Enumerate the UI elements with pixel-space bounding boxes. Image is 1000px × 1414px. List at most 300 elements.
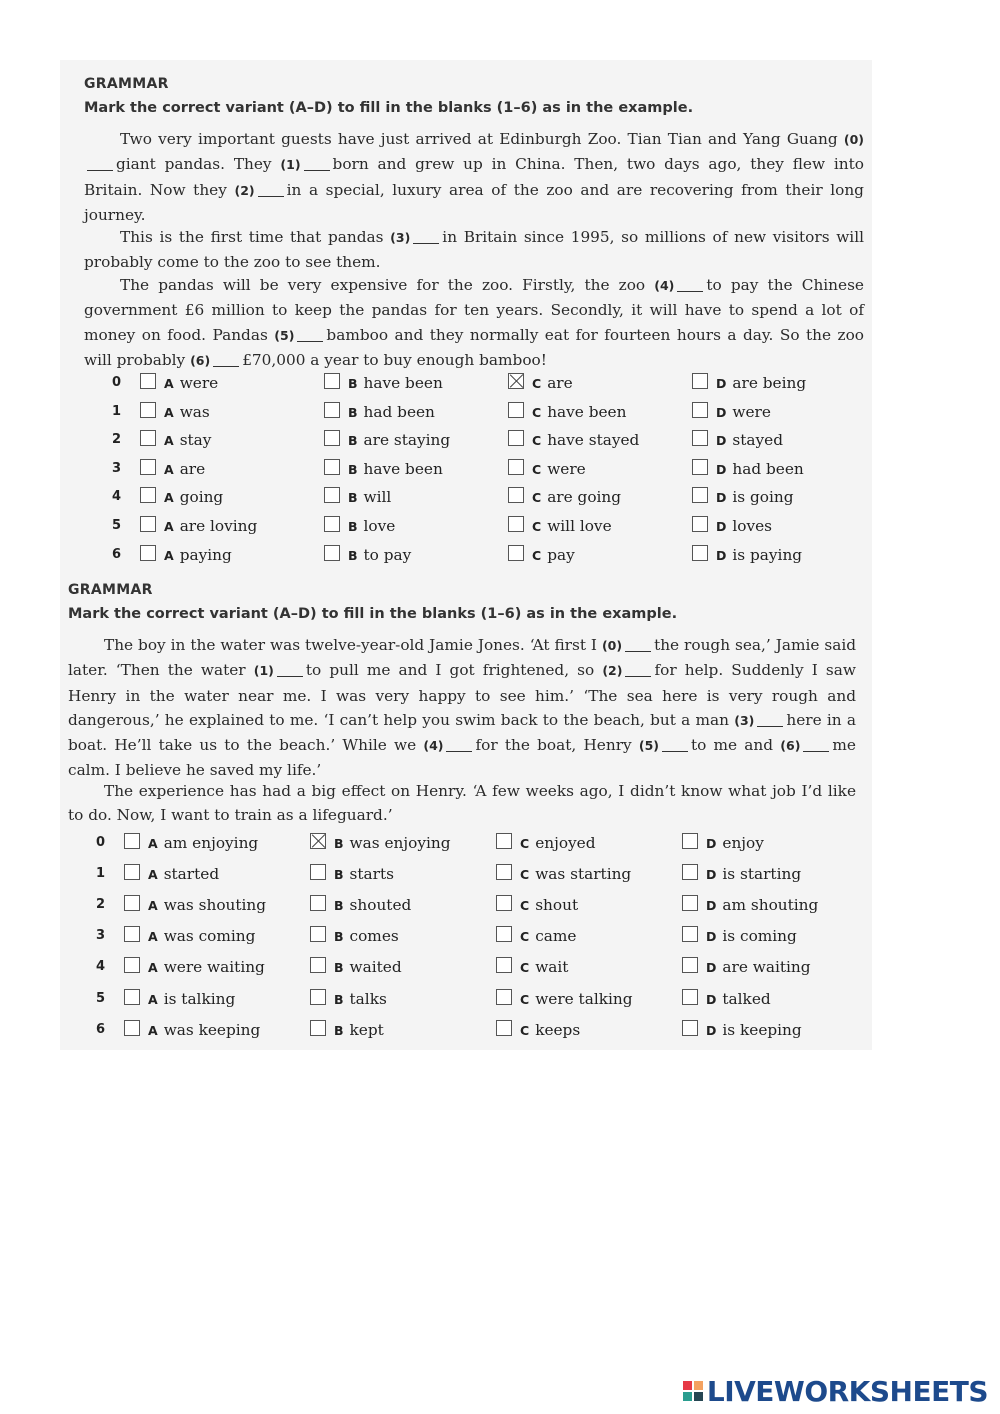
blank — [625, 662, 651, 677]
blank-number: (6) — [190, 352, 211, 368]
section-instruction: Mark the correct variant (A–D) to fill in the blanks (1–6) as in the example. — [84, 100, 694, 116]
option-text: loves — [732, 517, 773, 535]
option-letter: B — [334, 836, 344, 851]
option-d[interactable] — [682, 957, 811, 976]
option-d[interactable] — [692, 516, 772, 535]
blank-number: (2) — [234, 182, 255, 198]
option-text: was keeping — [163, 1020, 261, 1039]
option-letter: D — [706, 1022, 717, 1038]
option-letter: C — [520, 836, 530, 851]
blank — [258, 182, 284, 197]
option-text: have been — [363, 374, 443, 392]
blank-number: (5) — [274, 327, 295, 343]
option-letter: C — [520, 991, 530, 1007]
option-text: were waiting — [163, 958, 265, 977]
option-letter: B — [348, 404, 358, 420]
checkbox-icon[interactable] — [496, 926, 512, 942]
option-letter: B — [348, 490, 358, 506]
blank-number: (6) — [780, 738, 801, 754]
option-d[interactable] — [692, 430, 783, 449]
blank — [304, 156, 330, 171]
question-number: 4 — [96, 959, 106, 975]
logo-square — [694, 1392, 703, 1401]
option-c[interactable] — [508, 373, 573, 392]
option-text: am shouting — [722, 896, 819, 915]
question-number: 5 — [112, 518, 122, 533]
option-letter: C — [532, 490, 542, 506]
blank — [87, 156, 113, 171]
option-d[interactable] — [692, 373, 806, 392]
checkbox-icon[interactable] — [140, 430, 156, 446]
checkbox-icon[interactable] — [496, 1020, 512, 1036]
question-number: 2 — [96, 897, 106, 913]
option-letter: C — [532, 547, 542, 563]
option-text: waited — [349, 958, 402, 977]
option-row — [60, 895, 860, 917]
option-text: enjoy — [722, 834, 764, 852]
option-row — [60, 1020, 860, 1042]
option-a[interactable] — [140, 373, 218, 392]
option-b[interactable] — [310, 833, 451, 852]
option-d[interactable] — [682, 864, 801, 883]
checkbox-icon[interactable] — [140, 516, 156, 532]
option-text: started — [163, 865, 220, 884]
option-text: are waiting — [722, 958, 811, 977]
checkbox-icon[interactable] — [692, 373, 708, 389]
option-b[interactable] — [310, 957, 402, 976]
option-text: was starting — [535, 865, 632, 884]
option-d[interactable] — [692, 487, 794, 506]
option-text: kept — [349, 1020, 384, 1039]
blank-number: (3) — [390, 230, 411, 245]
option-letter: D — [706, 960, 717, 976]
checkbox-icon[interactable] — [496, 989, 512, 1005]
option-row — [60, 545, 860, 567]
blank — [446, 737, 472, 752]
option-b[interactable] — [324, 516, 395, 535]
blank — [803, 737, 829, 752]
option-c[interactable] — [508, 430, 639, 449]
option-letter: B — [348, 376, 358, 391]
option-letter: D — [716, 433, 727, 449]
question-number: 3 — [112, 460, 122, 476]
option-text: was — [179, 402, 210, 421]
option-row — [60, 402, 860, 424]
option-text: have been — [547, 402, 627, 421]
checkbox-icon[interactable] — [682, 1020, 698, 1036]
text-segment: here in a boat. He’ll take us to the beach.’ While we — [68, 710, 857, 755]
option-letter: B — [348, 461, 358, 477]
option-letter: D — [716, 547, 727, 563]
option-text: is keeping — [722, 1020, 802, 1039]
checkbox-icon[interactable] — [324, 402, 340, 418]
question-number: 2 — [112, 432, 122, 448]
option-row — [60, 957, 860, 979]
checkbox-icon[interactable] — [508, 487, 524, 503]
option-text: will love — [547, 517, 612, 535]
blank-number: (4) — [654, 278, 675, 293]
blank — [413, 229, 439, 244]
text-segment: me calm. I believe he saved my life.’ — [68, 736, 856, 780]
option-text: were — [547, 459, 586, 478]
checkbox-icon[interactable] — [508, 402, 524, 418]
blank-number: (3) — [734, 712, 755, 728]
text-segment: This is the first time that pandas — [120, 228, 384, 246]
option-a[interactable] — [124, 895, 266, 914]
option-letter: A — [164, 376, 174, 391]
option-letter: B — [334, 960, 344, 976]
checkbox-icon[interactable] — [140, 373, 156, 389]
checkbox-icon[interactable] — [692, 402, 708, 418]
grammar-section-1 — [60, 60, 872, 572]
option-a[interactable] — [140, 459, 205, 478]
checkbox-icon[interactable] — [124, 926, 140, 942]
option-row — [60, 516, 860, 538]
option-letter: A — [164, 490, 174, 506]
option-b[interactable] — [324, 487, 391, 506]
checkbox-icon[interactable] — [508, 430, 524, 446]
option-c[interactable] — [508, 402, 626, 421]
text-segment: £70,000 a year to buy enough bamboo! — [242, 350, 547, 369]
option-b[interactable] — [310, 895, 411, 914]
option-letter: D — [706, 867, 717, 883]
checkbox-icon[interactable] — [508, 459, 524, 475]
blank-number: (0) — [843, 132, 864, 147]
option-c[interactable] — [496, 989, 633, 1008]
option-a[interactable] — [140, 487, 223, 506]
option-text: is talking — [163, 989, 236, 1008]
option-text: were — [179, 374, 219, 392]
text-segment: to pull me and I got frightened, so — [305, 661, 595, 680]
option-a[interactable] — [140, 516, 257, 535]
option-text: am enjoying — [163, 834, 259, 852]
option-a[interactable] — [124, 926, 255, 945]
option-text: talked — [722, 989, 771, 1008]
checkbox-icon[interactable] — [682, 989, 698, 1005]
option-letter: B — [348, 547, 358, 563]
blank — [662, 737, 688, 752]
checkbox-icon[interactable] — [310, 1020, 326, 1036]
option-b[interactable] — [310, 989, 387, 1008]
logo-text: LIVEWORKSHEETS — [706, 1374, 988, 1408]
option-text: shouted — [349, 896, 412, 915]
checked-checkbox-icon[interactable] — [508, 373, 524, 389]
question-number: 0 — [112, 375, 122, 390]
option-letter: D — [706, 836, 717, 851]
option-text: wait — [535, 958, 569, 977]
option-text: stayed — [732, 431, 783, 450]
option-c[interactable] — [496, 895, 578, 914]
option-letter: B — [334, 1022, 344, 1038]
question-number: 5 — [96, 990, 106, 1006]
checkbox-icon[interactable] — [310, 957, 326, 973]
option-letter: A — [164, 404, 174, 420]
checkbox-icon[interactable] — [310, 926, 326, 942]
checkbox-icon[interactable] — [692, 487, 708, 503]
text-segment: giant pandas. They — [116, 155, 272, 174]
option-a[interactable] — [124, 1020, 260, 1039]
option-text: will — [363, 488, 392, 507]
question-number: 6 — [96, 1021, 106, 1037]
text-segment: The boy in the water was twelve-year-old Jamie Jones. ‘At first I — [104, 636, 597, 654]
reading-paragraph — [84, 273, 864, 373]
option-letter: B — [334, 898, 344, 914]
option-letter: D — [706, 991, 717, 1007]
option-text: is paying — [732, 545, 803, 564]
option-letter: A — [164, 519, 174, 534]
checkbox-icon[interactable] — [496, 833, 512, 849]
text-segment: the rough sea,’ Jamie said later. ‘Then the water — [68, 636, 857, 680]
checkbox-icon[interactable] — [124, 989, 140, 1005]
option-text: is going — [732, 488, 794, 507]
section-heading: GRAMMAR — [84, 76, 169, 92]
option-row — [60, 864, 860, 886]
option-letter: D — [716, 404, 727, 420]
option-letter: A — [148, 960, 158, 976]
checkbox-icon[interactable] — [140, 487, 156, 503]
option-d[interactable] — [682, 1020, 802, 1039]
option-b[interactable] — [324, 373, 443, 392]
checkbox-icon[interactable] — [496, 864, 512, 880]
checkbox-icon[interactable] — [682, 895, 698, 911]
option-text: were — [732, 402, 771, 421]
checkbox-icon[interactable] — [324, 459, 340, 475]
option-c[interactable] — [496, 833, 596, 852]
option-row — [60, 926, 860, 948]
checkbox-icon[interactable] — [124, 1020, 140, 1036]
option-letter: A — [148, 836, 158, 851]
option-text: are being — [732, 374, 807, 392]
option-letter: B — [348, 433, 358, 449]
text-segment: in Britain since 1995, so millions of new visitors will probably come to the zoo to see them. — [84, 228, 864, 272]
option-letter: A — [148, 867, 158, 883]
option-d[interactable] — [682, 926, 797, 945]
checkbox-icon[interactable] — [324, 516, 340, 532]
option-letter: C — [532, 519, 542, 534]
option-row — [60, 430, 860, 452]
checkbox-icon[interactable] — [310, 864, 326, 880]
option-letter: C — [520, 898, 530, 914]
option-letter: B — [334, 867, 344, 883]
logo-square — [683, 1392, 692, 1401]
option-text: talks — [349, 989, 387, 1008]
option-row — [60, 373, 860, 395]
checkbox-icon[interactable] — [682, 833, 698, 849]
option-a[interactable] — [124, 989, 235, 1008]
option-letter: B — [334, 929, 344, 945]
option-text: had been — [363, 402, 435, 421]
option-row — [60, 833, 860, 855]
checkbox-icon[interactable] — [310, 989, 326, 1005]
grammar-section-2 — [60, 572, 872, 1050]
blank-number: (1) — [253, 663, 274, 679]
option-c[interactable] — [496, 864, 631, 883]
option-text: was shouting — [163, 896, 267, 915]
option-letter: A — [164, 461, 174, 477]
option-letter: D — [716, 461, 727, 477]
option-text: are going — [547, 488, 622, 507]
blank — [677, 277, 703, 292]
option-row — [60, 487, 860, 509]
blank — [297, 327, 323, 342]
option-d[interactable] — [692, 402, 771, 421]
checkbox-icon[interactable] — [682, 957, 698, 973]
option-letter: A — [164, 433, 174, 449]
option-c[interactable] — [508, 459, 586, 478]
option-text: are — [179, 459, 206, 478]
text-segment: to pay the Chinese government £6 million to keep the pandas for ten years. Secondly, it will have to spend a lot of money on food. Pandas — [84, 276, 864, 344]
checked-checkbox-icon[interactable] — [310, 833, 326, 849]
checkbox-icon[interactable] — [124, 895, 140, 911]
question-number: 1 — [96, 866, 106, 882]
option-d[interactable] — [692, 545, 802, 564]
option-c[interactable] — [508, 545, 575, 564]
option-text: are loving — [179, 517, 258, 535]
logo-square — [683, 1381, 692, 1390]
option-text: going — [179, 488, 224, 507]
checkbox-icon[interactable] — [324, 487, 340, 503]
checkbox-icon[interactable] — [692, 545, 708, 561]
section-instruction: Mark the correct variant (A–D) to fill in the blanks (1–6) as in the example. — [68, 606, 678, 622]
text-segment: The experience has had a big effect on Henry. ‘A few weeks ago, I didn’t know what job I’d like to do. Now, I want to train as a lifeguard.’ — [68, 782, 856, 825]
checkbox-icon[interactable] — [508, 516, 524, 532]
blank-number: (0) — [601, 638, 623, 653]
question-number: 3 — [96, 928, 106, 944]
option-letter: A — [164, 547, 174, 563]
option-text: starts — [349, 865, 394, 884]
option-letter: A — [148, 1022, 158, 1038]
option-letter: B — [334, 991, 344, 1007]
option-letter: D — [716, 490, 727, 506]
option-letter: B — [348, 519, 358, 534]
option-text: have stayed — [547, 431, 640, 450]
text-segment: for the boat, Henry — [475, 736, 632, 755]
option-letter: D — [716, 376, 727, 391]
option-text: have been — [363, 459, 443, 478]
option-letter: C — [532, 376, 542, 391]
option-text: came — [535, 927, 577, 946]
reading-paragraph — [84, 225, 864, 275]
option-letter: A — [148, 898, 158, 914]
option-b[interactable] — [310, 926, 399, 945]
checkbox-icon[interactable] — [496, 957, 512, 973]
option-letter: D — [706, 898, 717, 914]
checkbox-icon[interactable] — [124, 864, 140, 880]
text-segment: to me and — [690, 736, 774, 755]
option-b[interactable] — [310, 864, 394, 883]
option-b[interactable] — [310, 1020, 384, 1039]
option-row — [60, 989, 860, 1011]
option-d[interactable] — [692, 459, 804, 478]
option-text: stay — [179, 431, 212, 450]
blank-number: (2) — [602, 663, 623, 679]
checkbox-icon[interactable] — [508, 545, 524, 561]
checkbox-icon[interactable] — [692, 516, 708, 532]
option-c[interactable] — [508, 487, 621, 506]
option-a[interactable] — [124, 864, 219, 883]
checkbox-icon[interactable] — [324, 430, 340, 446]
section-heading: GRAMMAR — [68, 582, 153, 598]
option-a[interactable] — [124, 957, 265, 976]
option-a[interactable] — [124, 833, 258, 852]
option-d[interactable] — [682, 833, 764, 852]
text-segment: bamboo and they normally eat for fourteen hours a day. So the zoo will probably — [84, 325, 865, 369]
option-row — [60, 459, 860, 481]
option-letter: A — [148, 929, 158, 945]
option-text: comes — [349, 927, 399, 946]
option-text: shout — [535, 896, 579, 915]
option-letter: C — [520, 960, 530, 976]
checkbox-icon[interactable] — [140, 402, 156, 418]
option-letter: C — [520, 867, 530, 883]
question-number: 4 — [112, 489, 122, 505]
checkbox-icon[interactable] — [124, 957, 140, 973]
option-letter: D — [706, 929, 717, 945]
reading-paragraph — [84, 127, 864, 227]
option-d[interactable] — [682, 989, 771, 1008]
checkbox-icon[interactable] — [140, 545, 156, 561]
option-b[interactable] — [324, 430, 450, 449]
option-text: paying — [179, 545, 232, 564]
option-c[interactable] — [496, 957, 568, 976]
logo-mark-icon — [683, 1381, 703, 1401]
checkbox-icon[interactable] — [124, 833, 140, 849]
blank-number: (4) — [423, 738, 444, 754]
option-c[interactable] — [508, 516, 612, 535]
checkbox-icon[interactable] — [692, 459, 708, 475]
reading-paragraph — [68, 633, 856, 783]
checkbox-icon[interactable] — [324, 545, 340, 561]
text-segment: The pandas will be very expensive for the zoo. Firstly, the zoo — [120, 276, 646, 294]
checkbox-icon[interactable] — [310, 895, 326, 911]
option-letter: C — [532, 404, 542, 420]
option-b[interactable] — [324, 402, 435, 421]
option-text: love — [363, 517, 396, 535]
option-a[interactable] — [140, 545, 232, 564]
blank — [277, 662, 303, 677]
checkbox-icon[interactable] — [140, 459, 156, 475]
option-text: to pay — [363, 545, 412, 564]
checkbox-icon[interactable] — [682, 926, 698, 942]
checkbox-icon[interactable] — [324, 373, 340, 389]
option-a[interactable] — [140, 402, 210, 421]
option-text: keeps — [535, 1020, 581, 1039]
text-segment: in a special, luxury area of the zoo and are recovering from their long journey. — [84, 180, 864, 224]
checkbox-icon[interactable] — [692, 430, 708, 446]
blank — [757, 712, 783, 727]
checkbox-icon[interactable] — [496, 895, 512, 911]
option-text: are — [547, 374, 573, 392]
option-letter: C — [520, 929, 530, 945]
option-letter: A — [148, 991, 158, 1007]
option-b[interactable] — [324, 545, 411, 564]
question-number: 1 — [112, 403, 122, 419]
option-text: were talking — [535, 989, 633, 1008]
option-c[interactable] — [496, 926, 576, 945]
option-a[interactable] — [140, 430, 211, 449]
blank — [213, 352, 239, 367]
text-segment: Two very important guests have just arrived at Edinburgh Zoo. Tian Tian and Yang Guang — [120, 130, 838, 148]
option-letter: C — [532, 433, 542, 449]
option-b[interactable] — [324, 459, 443, 478]
option-c[interactable] — [496, 1020, 580, 1039]
checkbox-icon[interactable] — [682, 864, 698, 880]
option-letter: D — [716, 519, 727, 534]
option-d[interactable] — [682, 895, 818, 914]
option-text: was enjoying — [349, 834, 451, 852]
option-text: is coming — [722, 927, 797, 946]
liveworksheets-logo — [683, 1376, 988, 1406]
